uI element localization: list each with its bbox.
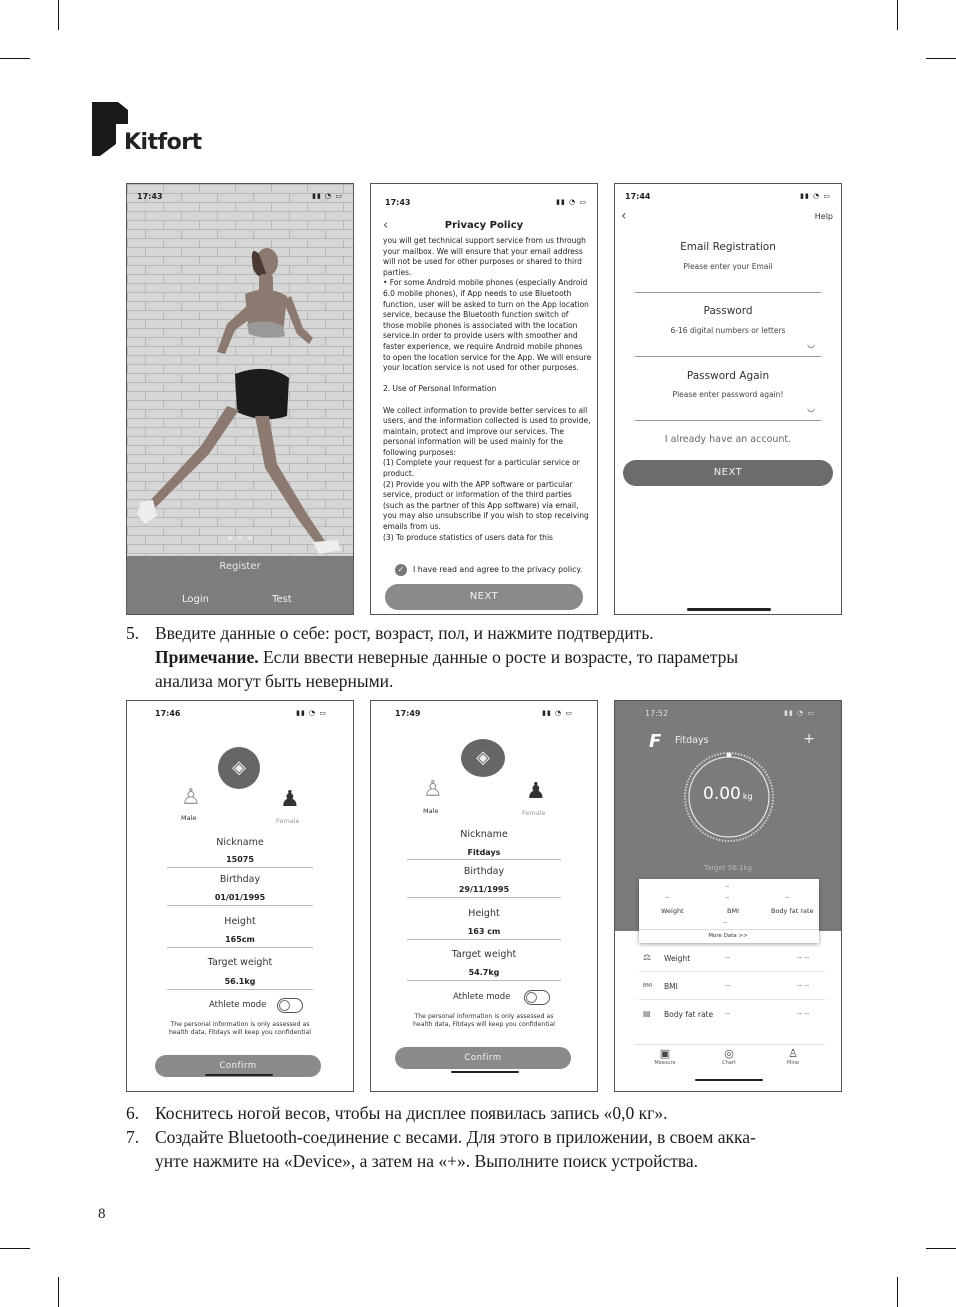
- policy-line: your mailbox. We will ensure that your email address: [383, 246, 583, 256]
- step-5-text: Введите данные о себе: рост, возраст, пол, и нажмите подтвердить.: [155, 623, 654, 643]
- brick-wall-background: [127, 184, 353, 614]
- help-link[interactable]: Help: [814, 212, 833, 221]
- divider: [407, 859, 561, 860]
- tab-measure-label: Measure: [654, 1060, 676, 1066]
- user-icon: ♙: [788, 1047, 798, 1060]
- weight-row-mid: --: [725, 954, 731, 962]
- eye-closed-icon[interactable]: ◡: [807, 404, 815, 414]
- policy-line: service, because the Bluetooth function switch of: [383, 310, 569, 320]
- policy-line: product.: [383, 469, 415, 479]
- crop-mark: [0, 1248, 30, 1249]
- status-icons: ▮▮ ◔ ▭: [542, 709, 573, 717]
- card-fat-value: --: [785, 894, 790, 901]
- step-5-note-line2: анализа могут быть неверными.: [155, 671, 394, 691]
- target-weight-label: Target weight: [207, 957, 273, 968]
- note-label: Примечание.: [155, 647, 259, 667]
- agree-label: I have read and agree to the privacy policy.: [413, 565, 583, 574]
- female-icon[interactable]: ♟: [526, 779, 546, 804]
- target-weight-field[interactable]: 54.7kg: [468, 968, 500, 977]
- step-5-note: [155, 645, 855, 669]
- height-label: Height: [224, 916, 256, 927]
- target-weight: Target 56.1kg: [704, 864, 752, 872]
- bmi-row-value: -- --: [797, 982, 810, 990]
- bmi-row-icon: BMI: [643, 983, 653, 989]
- status-time: 17:43: [137, 192, 163, 201]
- app-name: Fitdays: [675, 735, 709, 746]
- birthday-field[interactable]: 29/11/1995: [458, 885, 510, 894]
- home-indicator: [695, 1079, 763, 1081]
- privacy-note-line1: The personal information is only assessed as: [414, 1013, 554, 1020]
- crop-mark: [58, 0, 59, 30]
- next-button[interactable]: NEXT: [385, 584, 583, 610]
- female-label: Female: [522, 809, 546, 817]
- login-button[interactable]: Login: [182, 594, 209, 605]
- tab-measure[interactable]: [651, 1047, 679, 1066]
- policy-line: service, product or information of the third parties: [383, 490, 572, 500]
- card-divider: [639, 929, 819, 930]
- body-fat-row-mid: --: [725, 1010, 731, 1018]
- privacy-note-line1: The personal information is only assessed as: [170, 1021, 310, 1028]
- privacy-note-line2: health data, Fitdays will keep you confidential: [413, 1021, 555, 1028]
- weight-row-value: -- --: [797, 954, 810, 962]
- crop-mark: [926, 1248, 956, 1249]
- birthday-label: Birthday: [463, 866, 505, 877]
- add-device-icon[interactable]: +: [803, 731, 815, 747]
- crop-mark: [926, 58, 956, 59]
- policy-line: [383, 374, 593, 385]
- divider: [167, 867, 313, 868]
- birthday-field[interactable]: 01/01/1995: [214, 893, 266, 902]
- step-7-text-line2: унте нажмите на «Device», а затем на «+». Выполните поиск устройства.: [155, 1151, 699, 1171]
- policy-line: parties.: [383, 267, 412, 277]
- nickname-field[interactable]: Fitdays: [467, 848, 501, 857]
- divider: [167, 989, 313, 990]
- eye-closed-icon[interactable]: ◡: [807, 340, 815, 350]
- status-time: 17:46: [155, 709, 181, 718]
- avatar-camera-icon[interactable]: ◈: [218, 747, 260, 789]
- next-button[interactable]: NEXT: [623, 460, 833, 486]
- target-weight-label: Target weight: [451, 949, 517, 960]
- nickname-field[interactable]: 15075: [226, 855, 254, 864]
- birthday-label: Birthday: [219, 874, 261, 885]
- policy-text: [383, 236, 593, 550]
- password-again-underline: [635, 420, 821, 421]
- policy-line: function, user will be asked to turn on the App location: [383, 299, 589, 309]
- home-indicator: [687, 608, 771, 611]
- athlete-mode-label: Athlete mode: [453, 992, 511, 1002]
- email-title: Email Registration: [680, 241, 776, 253]
- note-text: Если ввести неверные данные о росте и возрасте, то параметры: [258, 647, 739, 667]
- chart-icon: ◎: [724, 1047, 734, 1060]
- policy-line: you may also unsubscribe if you wish to stop receiving: [383, 511, 589, 521]
- policy-line: your location service is not used for other purposes.: [383, 363, 579, 373]
- policy-line: service.In order to provide users with smoother and: [383, 331, 578, 341]
- email-field[interactable]: Please enter your Email: [683, 262, 773, 271]
- weight-number: 0.00: [703, 784, 741, 804]
- row-divider: [639, 971, 825, 972]
- fitdays-logo-icon: F: [649, 731, 662, 752]
- divider: [407, 939, 561, 940]
- divider: [407, 897, 561, 898]
- policy-line: following purposes:: [383, 447, 457, 457]
- back-icon[interactable]: ‹: [621, 208, 627, 224]
- status-icons: ▮▮ ◔ ▭: [800, 192, 831, 200]
- policy-line: will not be used for other purposes or shared to third: [383, 257, 582, 267]
- policy-line: [383, 395, 593, 406]
- step-6-text: Коснитесь ногой весов, чтобы на дисплее появилась запись «0,0 кг».: [155, 1103, 668, 1123]
- policy-line: maintain, protect and improve our services. The: [383, 426, 565, 436]
- password-title: Password: [703, 305, 753, 317]
- card-weight-label: Weight: [661, 907, 684, 915]
- body-fat-row-value: -- --: [797, 1010, 810, 1018]
- bmi-row-label: BMI: [664, 982, 678, 991]
- policy-line: users, and the information collected is used to provide,: [383, 416, 591, 426]
- policy-line: • For some Android mobile phones (especially Android: [383, 278, 588, 288]
- home-indicator: [205, 1074, 273, 1076]
- female-label: Female: [276, 817, 300, 825]
- confirm-button[interactable]: Confirm: [155, 1055, 321, 1077]
- register-button[interactable]: Register: [219, 561, 261, 572]
- screen-welcome: [126, 183, 354, 615]
- status-time: 17:49: [395, 709, 421, 718]
- bmi-row-mid: --: [725, 982, 731, 990]
- step-7-text-line1: Создайте Bluetooth-соединение с весами. Для этого в приложении, в своем акка-: [155, 1127, 756, 1147]
- female-icon[interactable]: ♟: [280, 787, 300, 812]
- tab-mine[interactable]: [779, 1047, 807, 1066]
- card-dash-2: --: [723, 919, 728, 926]
- screen-email-registration: [614, 183, 842, 615]
- back-icon[interactable]: ‹: [383, 218, 389, 233]
- height-label: Height: [468, 908, 500, 919]
- status-time: 17:52: [645, 709, 669, 718]
- policy-line: (3) To produce statistics of users data for this: [383, 532, 553, 542]
- screen-profile-1: [126, 700, 354, 1092]
- athlete-mode-label: Athlete mode: [209, 1000, 267, 1010]
- card-bmi-value: --: [725, 894, 730, 901]
- nickname-label: Nickname: [460, 829, 508, 840]
- card-bmi-label: BMI: [727, 907, 739, 915]
- status-time: 17:43: [385, 198, 411, 207]
- weight-row-label: Weight: [664, 954, 691, 963]
- screen-profile-2: [370, 700, 598, 1092]
- height-field[interactable]: 165cm: [225, 935, 255, 944]
- home-indicator: [451, 1071, 519, 1073]
- crop-mark: [58, 1277, 59, 1307]
- tab-chart-label: Chart: [722, 1060, 736, 1066]
- privacy-note-line2: health data, Fitdays will keep you confidential: [169, 1029, 311, 1036]
- card-weight-value: --: [665, 894, 670, 901]
- policy-line: (such as the partner of this App software) via email,: [383, 500, 579, 510]
- password-again-field[interactable]: Please enter password again!: [672, 390, 784, 399]
- screen-privacy-policy: [370, 183, 598, 615]
- password-underline: [635, 356, 821, 357]
- policy-line: emails from us.: [383, 522, 441, 532]
- step-6-number: 6.: [126, 1103, 140, 1123]
- divider: [167, 905, 313, 906]
- policy-line: those mobile phones is associated with the location: [383, 320, 578, 330]
- male-icon[interactable]: ♙: [423, 777, 443, 802]
- scale-icon: ▣: [659, 1047, 671, 1060]
- status-icons: ▮▮ ◔ ▭: [556, 198, 587, 206]
- weight-value: [703, 784, 753, 804]
- tab-mine-label: Mine: [787, 1060, 799, 1066]
- policy-line: 6.0 mobile phones), if App needs to use Bluetooth: [383, 288, 572, 298]
- male-icon[interactable]: ♙: [181, 785, 201, 810]
- body-fat-row-label: Body fat rate: [664, 1010, 714, 1019]
- policy-line: (1) Complete your request for a particular service or: [383, 458, 580, 468]
- male-label: Male: [423, 807, 439, 815]
- policy-line: 2. Use of Personal Information: [383, 384, 497, 394]
- weight-unit: kg: [742, 792, 753, 801]
- status-icons: ▮▮ ◔ ▭: [784, 709, 815, 717]
- policy-line: (2) Provide you with the APP software or particular: [383, 479, 573, 489]
- policy-line: faster experience, we require Android mobile phones: [383, 341, 583, 351]
- athlete-mode-toggle[interactable]: [277, 998, 303, 1013]
- more-data-link[interactable]: More Data >>: [708, 933, 748, 939]
- crop-mark: [897, 1277, 898, 1307]
- have-account-link[interactable]: I already have an account.: [664, 434, 792, 445]
- brand-name: Kitfort: [124, 130, 202, 155]
- policy-line: We collect information to provide better services to all: [383, 405, 588, 415]
- divider: [167, 947, 313, 948]
- target-weight-field[interactable]: 56.1kg: [224, 977, 256, 986]
- status-time: 17:44: [625, 192, 651, 201]
- status-icons: ▮▮ ◔ ▭: [296, 709, 327, 717]
- step-5-number: 5.: [126, 623, 140, 643]
- step-7-number: 7.: [126, 1127, 140, 1147]
- divider: [407, 980, 561, 981]
- avatar-camera-icon[interactable]: ◈: [461, 739, 505, 777]
- card-fat-label: Body fat rate: [771, 907, 814, 915]
- nickname-label: Nickname: [216, 837, 264, 848]
- policy-line: personal information will be used mainly for the: [383, 437, 564, 447]
- athlete-mode-toggle[interactable]: [524, 990, 550, 1005]
- page-number: 8: [98, 1206, 106, 1222]
- page-title: Privacy Policy: [444, 220, 524, 231]
- tab-chart[interactable]: [715, 1047, 743, 1066]
- test-button[interactable]: Test: [272, 594, 292, 605]
- height-field[interactable]: 163 cm: [467, 927, 501, 936]
- crop-mark: [897, 0, 898, 30]
- card-dash: --: [725, 883, 730, 890]
- tabbar-divider: [635, 1044, 825, 1045]
- email-underline: [635, 292, 821, 293]
- body-fat-row-icon: ▤: [643, 1009, 651, 1018]
- policy-line: you will get technical support service from us through: [383, 236, 586, 245]
- password-field[interactable]: 6-16 digital numbers or letters: [670, 326, 786, 335]
- row-divider: [639, 999, 825, 1000]
- confirm-button[interactable]: Confirm: [395, 1047, 571, 1069]
- male-label: Male: [181, 814, 197, 822]
- password-again-title: Password Again: [686, 370, 770, 382]
- status-icons: ▮▮ ◔ ▭: [312, 192, 343, 200]
- weight-row-icon: ⚖: [643, 953, 652, 963]
- policy-line: to open the location service for the App. We will ensure: [383, 352, 592, 362]
- crop-mark: [0, 58, 30, 59]
- agree-checkbox[interactable]: ✓: [395, 564, 407, 576]
- screen-fitdays-home: [614, 700, 842, 1092]
